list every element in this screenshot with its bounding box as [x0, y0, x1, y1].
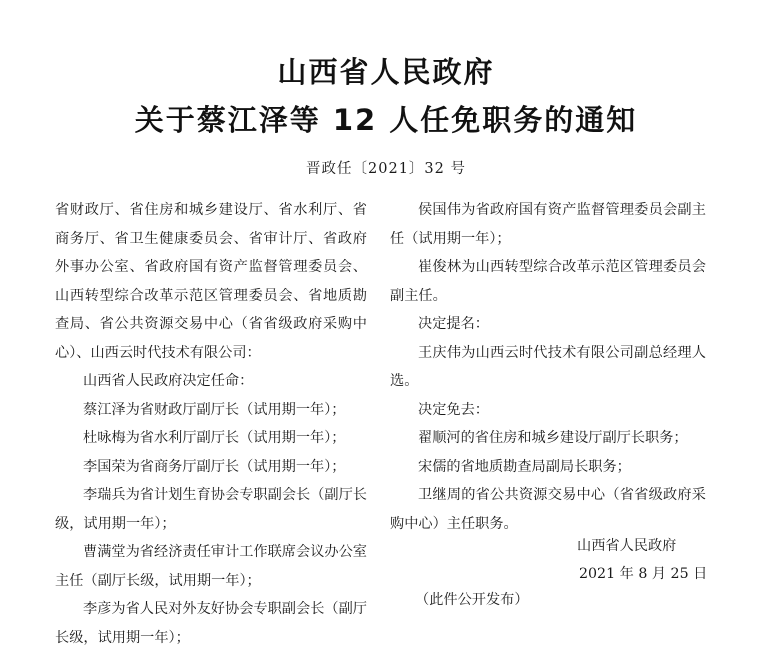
appointment-item: 杜咏梅为省水利厅副厅长（试用期一年）； — [83, 430, 346, 446]
signature-organization: 山西省人民政府 — [577, 538, 677, 554]
appointment-item: 李瑞兵为省计划生育协会专职副会长（副厅长级，试用期一年）； — [55, 487, 367, 532]
right-column — [390, 196, 706, 538]
nomination-item: 王庆伟为山西云时代技术有限公司副总经理人选。 — [390, 344, 706, 389]
appointment-item: 李国荣为省商务厅副厅长（试用期一年）； — [83, 458, 346, 475]
nominate-heading: 决定提名： — [418, 316, 489, 332]
document-title-line-2: 关于蔡江泽等 12 人任免职务的通知 — [134, 103, 638, 137]
decision-appoint-heading: 山西省人民政府决定任命： — [83, 373, 254, 389]
dismissal-item: 卫继周的省公共资源交易中心（省省级政府采购中心）主任职务。 — [390, 487, 706, 532]
appointment-item: 李彦为省人民对外友好协会专职副会长（副厅长级，试用期一年）； — [55, 601, 367, 646]
dismissal-item: 宋儒的省地质勘查局副局长职务； — [418, 458, 631, 475]
publication-note: （此件公开发布） — [415, 592, 529, 608]
appointment-item: 崔俊林为山西转型综合改革示范区管理委员会副主任。 — [390, 259, 706, 304]
signature-date: 2021 年 8 月 25 日 — [579, 566, 708, 582]
document-number: 晋政任〔2021〕32 号 — [306, 161, 466, 177]
left-column — [55, 196, 367, 652]
dismiss-heading: 决定免去： — [418, 401, 489, 418]
appointment-item: 曹满堂为省经济责任审计工作联席会议办公室主任（副厅长级，试用期一年）； — [55, 544, 367, 589]
recipients-paragraph: 省财政厅、省住房和城乡建设厅、省水利厅、省商务厅、省卫生健康委员会、省审计厅、省政府外事办公室、省政府国有资产监督管理委员会、山西转型综合改革示范区管理委员会、省地质勘查局、省公共资源交易中心（省省级政府采购中心）、山西云时代技术有限公司： — [55, 202, 367, 361]
appointment-item: 蔡江泽为省财政厅副厅长（试用期一年）； — [83, 401, 346, 418]
document-title-line-1: 山西省人民政府 — [277, 55, 495, 89]
dismissal-item: 翟顺河的省住房和城乡建设厅副厅长职务； — [418, 430, 688, 446]
appointment-item: 侯国伟为省政府国有资产监督管理委员会副主任（试用期一年）； — [390, 202, 706, 247]
